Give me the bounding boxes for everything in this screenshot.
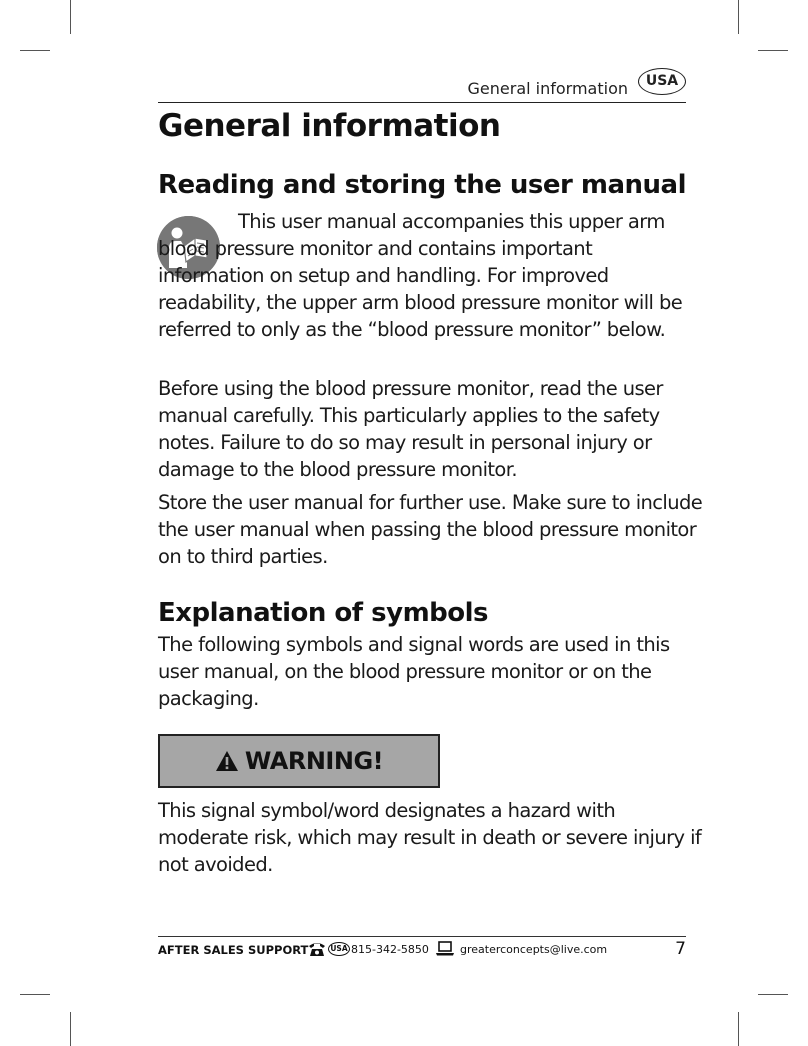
telephone-icon — [308, 941, 326, 957]
section-heading-reading: Reading and storing the user manual — [158, 170, 687, 200]
usa-badge-small: USA — [328, 942, 350, 956]
usa-badge: USA — [638, 68, 686, 95]
support-email: greaterconcepts@live.com — [460, 943, 608, 956]
crop-mark — [758, 994, 788, 995]
running-title: General information — [467, 79, 628, 98]
running-header — [158, 66, 686, 103]
paragraph: The following symbols and signal words are used in this user manual, on the blood pressure monitor or on the packaging. — [158, 633, 670, 710]
crop-mark — [738, 1012, 739, 1046]
paragraph: Before using the blood pressure monitor, read the user manual carefully. This particularly applies to the safety notes. Failure to do so may result in personal injury or damage to the blood pressure monitor. — [158, 377, 663, 481]
crop-mark — [70, 0, 71, 34]
crop-mark — [70, 1012, 71, 1046]
crop-mark — [20, 50, 50, 51]
warning-label: WARNING! — [244, 747, 384, 775]
paragraph: This user manual accompanies this upper arm blood pressure monitor and contains important information on setup and handling. For improved readability, the upper arm blood pressure monitor will be referred to only as the “blood pressure monitor” below. — [158, 210, 683, 341]
section-heading-symbols: Explanation of symbols — [158, 598, 489, 628]
crop-mark — [20, 994, 50, 995]
page-title: General information — [158, 108, 501, 144]
footer — [158, 936, 686, 965]
after-sales-support-label: AFTER SALES SUPPORT — [158, 943, 309, 957]
support-phone: 815-342-5850 — [351, 943, 429, 956]
crop-mark — [738, 0, 739, 34]
laptop-icon — [436, 941, 454, 956]
crop-mark — [758, 50, 788, 51]
warning-triangle-icon — [215, 750, 239, 772]
paragraph: Store the user manual for further use. Make sure to include the user manual when passing the blood pressure monitor on to third parties. — [158, 491, 703, 568]
page-number: 7 — [675, 939, 686, 959]
warning-description: This signal symbol/word designates a hazard with moderate risk, which may result in death or severe injury if not avoided. — [158, 799, 702, 876]
warning-signal-box — [158, 734, 440, 788]
